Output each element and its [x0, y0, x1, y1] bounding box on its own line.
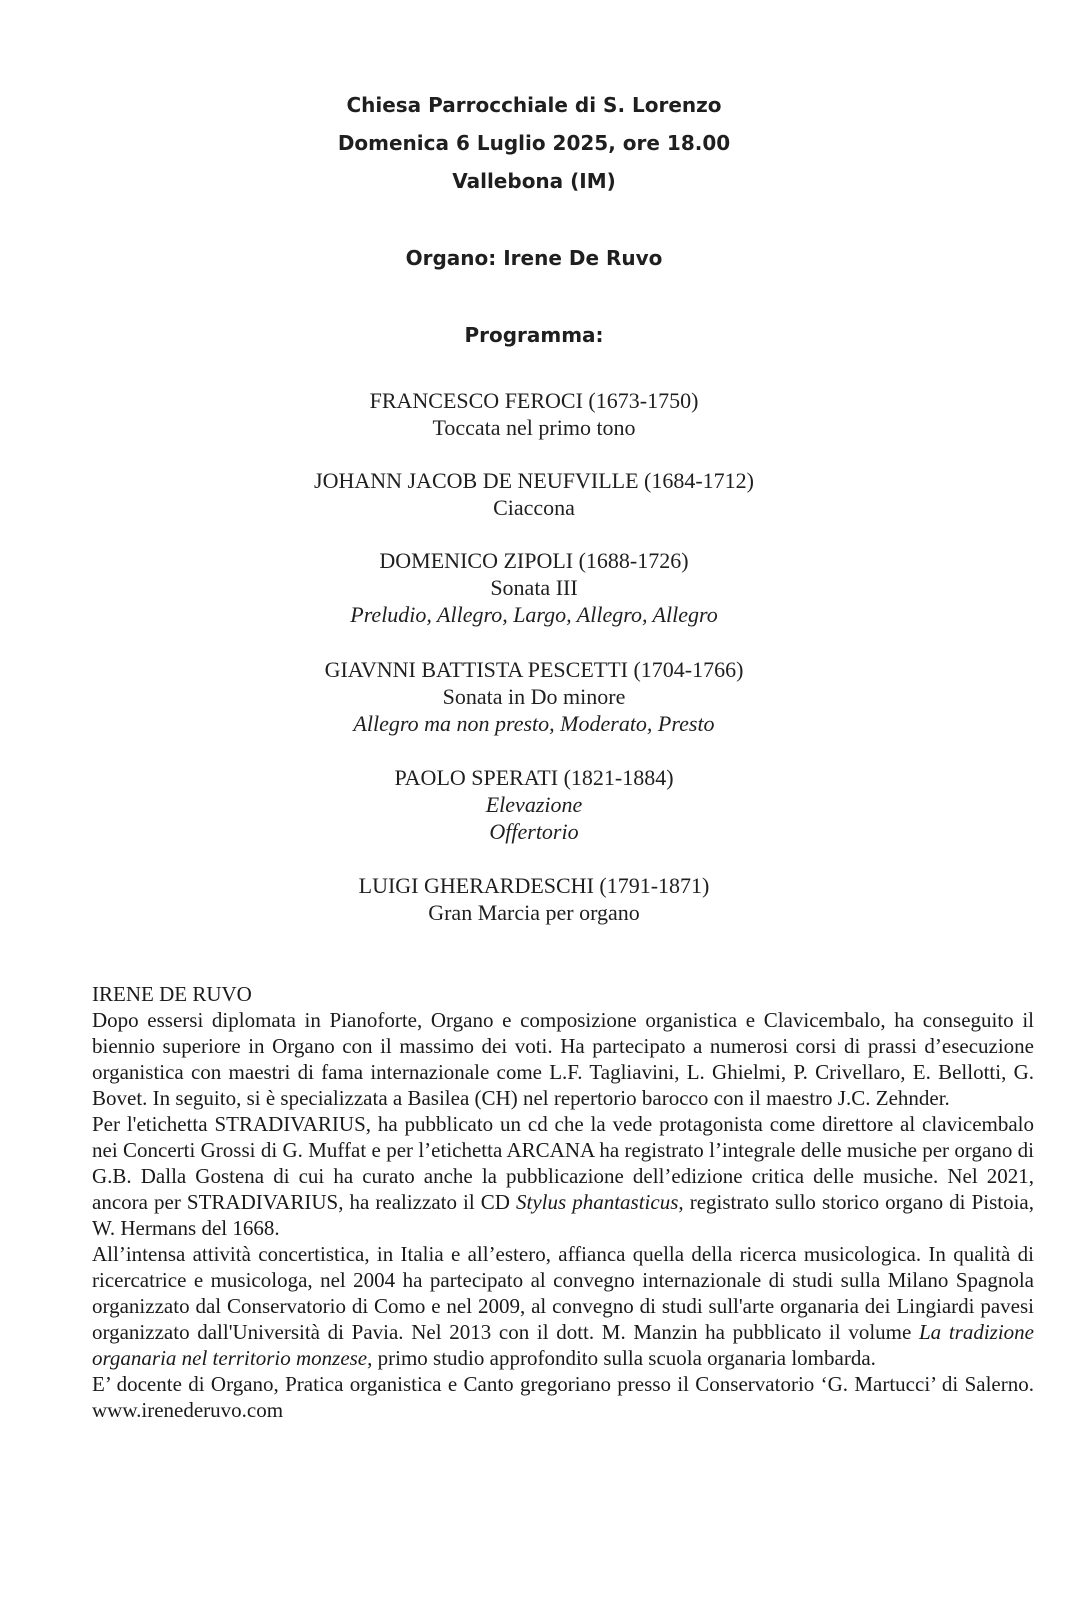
work-title: Toccata nel primo tono [432, 415, 636, 440]
program-label: Programma: [464, 323, 604, 347]
place-line: Vallebona (IM) [452, 169, 616, 193]
work-title: Sonata in Do minore [442, 684, 626, 709]
work-title: Elevazione [485, 792, 583, 817]
work-title: Offertorio [489, 819, 579, 844]
work-title: Gran Marcia per organo [428, 900, 640, 925]
program-item [0, 387, 1068, 441]
program-item [0, 547, 1068, 628]
work-title: Ciaccona [493, 495, 575, 520]
venue-line: Chiesa Parrocchiale di S. Lorenzo [346, 93, 722, 117]
bio-paragraph [92, 1241, 1034, 1371]
performer-heading [0, 239, 1068, 277]
bio-text: E’ docente di Organo, Pratica organistica e Canto gregoriano presso il Conservatorio ‘G. Martucci’ di Salerno. www.irenederuvo.com [92, 1372, 1034, 1422]
composer-name: PAOLO SPERATI (1821-1884) [394, 765, 674, 790]
concert-header [0, 86, 1068, 200]
movements-list: Preludio, Allegro, Largo, Allegro, Allegro [350, 602, 718, 627]
bio-paragraph [92, 1371, 1034, 1423]
composer-name: LUIGI GHERARDESCHI (1791-1871) [358, 873, 710, 898]
book-title: La tradizione organaria nel territorio monzese, [92, 1320, 1034, 1370]
biography [92, 981, 1034, 1423]
bio-text: Dopo essersi diplomata in Pianoforte, Organo e composizione organistica e Clavicembalo, ha conseguito il biennio superiore in Organo con il massimo dei voti. Ha partecipato a numerosi corsi di prassi d’esecuzione organistica con maestri di fama internazionale come L.F. Tagliavini, L. Ghielmi, P. Crivellaro, E. Bellotti, G. Bovet. In seguito, si è specializzata a Basilea (CH) nel repertorio barocco con il maestro J.C. Zehnder. [92, 1008, 1034, 1110]
composer-name: FRANCESCO FEROCI (1673-1750) [369, 388, 699, 413]
movements-list: Allegro ma non presto, Moderato, Presto [353, 711, 715, 736]
composer-name: GIAVNNI BATTISTA PESCETTI (1704-1766) [324, 657, 744, 682]
work-title: Sonata III [490, 575, 578, 600]
program-item [0, 872, 1068, 926]
bio-text: All’intensa attività concertistica, in Italia e all’estero, affianca quella della ricerca musicologica. In qualità di ricercatrice e musicologa, nel 2004 ha partecipato al convegno internazionale di studi sulla Milano Spagnola organizzato dal Conservatorio di Como e nel 2009, al convegno di studi sull'arte organaria dei Lingiardi pavesi organizzato dall'Università di Pavia. Nel 2013 con il dott. M. Manzin ha pubblicato il volume [92, 1242, 1034, 1344]
bio-text: primo studio approfondito sulla scuola organaria lombarda. [372, 1346, 876, 1370]
cd-title: Stylus phantasticus [516, 1190, 679, 1214]
bio-title: IRENE DE RUVO [92, 982, 252, 1006]
bio-paragraph [92, 1111, 1034, 1241]
composer-name: JOHANN JACOB DE NEUFVILLE (1684-1712) [314, 468, 754, 493]
program-item [0, 656, 1068, 737]
program-item [0, 467, 1068, 521]
bio-text: , registrato sullo storico organo di Pistoia, W. Hermans del 1668. [92, 1190, 1034, 1240]
composer-name: DOMENICO ZIPOLI (1688-1726) [379, 548, 689, 573]
date-line: Domenica 6 Luglio 2025, ore 18.00 [337, 131, 731, 155]
program-heading [0, 316, 1068, 354]
performer-line: Organo: Irene De Ruvo [405, 246, 663, 270]
bio-paragraph [92, 1007, 1034, 1111]
program-item [0, 764, 1068, 845]
bio-text: Per l'etichetta STRADIVARIUS, ha pubblicato un cd che la vede protagonista come direttore al clavicembalo nei Concerti Grossi di G. Muffat e per l’etichetta ARCANA ha registrato l’integrale delle musiche per organo di G.B. Dalla Gostena di cui ha curato anche la pubblicazione dell’edizione critica delle musiche. Nel 2021, ancora per STRADIVARIUS, ha realizzato il CD [92, 1112, 1034, 1214]
